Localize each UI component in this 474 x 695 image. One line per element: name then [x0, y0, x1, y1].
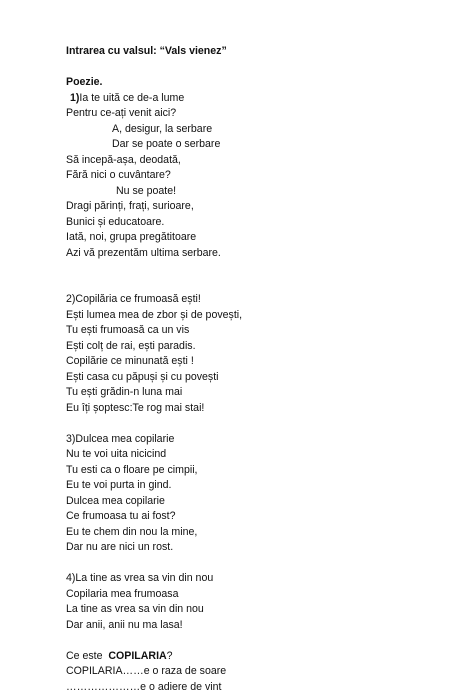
closing-question: [66, 649, 446, 665]
stanza-3-line-3: Tu esti ca o floare pe cimpii,: [66, 463, 446, 479]
spacer: [66, 416, 446, 432]
spacer: [66, 556, 446, 572]
stanza-3-line-6: Ce frumoasa tu ai fost?: [66, 509, 446, 525]
closing-question-word: COPILARIA: [108, 650, 166, 662]
closing-question-suffix: ?: [167, 650, 173, 662]
spacer: [66, 60, 446, 76]
stanza-3-line-2: Nu te voi uita nicicind: [66, 447, 446, 463]
stanza-1-line-1: [66, 91, 446, 107]
stanza-2-line-3: Tu ești frumoasă ca un vis: [66, 323, 446, 339]
stanza-2-line-1: 2)Copilăria ce frumoasă ești!: [66, 292, 446, 308]
closing-line-1: COPILARIA……e o raza de soare: [66, 664, 446, 680]
document-title: Intrarea cu valsul: “Vals vienez”: [66, 44, 446, 60]
spacer: [66, 261, 446, 292]
stanza-1-line-10: Iată, noi, grupa pregătitoare: [66, 230, 446, 246]
stanza-2-line-4: Ești colț de rai, ești paradis.: [66, 339, 446, 355]
stanza-1-line-4: Dar se poate o serbare: [66, 137, 446, 153]
stanza-2-line-8: Eu îți șoptesc:Te rog mai stai!: [66, 401, 446, 417]
stanza-1-number: 1): [70, 92, 79, 104]
stanza-3-line-1: 3)Dulcea mea copilarie: [66, 432, 446, 448]
stanza-1-line-7: Nu se poate!: [66, 184, 446, 200]
stanza-3-line-4: Eu te voi purta in gind.: [66, 478, 446, 494]
section-heading: Poezie.: [66, 75, 446, 91]
stanza-4-line-3: La tine as vrea sa vin din nou: [66, 602, 446, 618]
stanza-4-line-1: 4)La tine as vrea sa vin din nou: [66, 571, 446, 587]
stanza-1-line-11: Azi vă prezentăm ultima serbare.: [66, 246, 446, 262]
spacer: [66, 633, 446, 649]
closing-line-2: …………………e o adiere de vint: [66, 680, 446, 695]
stanza-2-line-7: Tu ești grădin-n luna mai: [66, 385, 446, 401]
stanza-1-line-1-text: Ia te uită ce de-a lume: [79, 92, 184, 104]
stanza-4-line-4: Dar anii, anii nu ma lasa!: [66, 618, 446, 634]
document-body: [66, 44, 446, 695]
stanza-1-line-9: Bunici și educatoare.: [66, 215, 446, 231]
stanza-1-line-2: Pentru ce-ați venit aici?: [66, 106, 446, 122]
stanza-2-line-2: Ești lumea mea de zbor și de povești,: [66, 308, 446, 324]
stanza-1-line-3: A, desigur, la serbare: [66, 122, 446, 138]
stanza-2-line-6: Ești casa cu păpuși și cu povești: [66, 370, 446, 386]
stanza-3-line-7: Eu te chem din nou la mine,: [66, 525, 446, 541]
stanza-1-line-8: Dragi părinți, frați, surioare,: [66, 199, 446, 215]
stanza-2-line-5: Copilărie ce minunată ești !: [66, 354, 446, 370]
stanza-1-line-6: Fără nici o cuvântare?: [66, 168, 446, 184]
stanza-3-line-8: Dar nu are nici un rost.: [66, 540, 446, 556]
stanza-3-line-5: Dulcea mea copilarie: [66, 494, 446, 510]
stanza-1-line-5: Să incepă-așa, deodată,: [66, 153, 446, 169]
closing-question-prefix: Ce este: [66, 650, 108, 662]
stanza-4-line-2: Copilaria mea frumoasa: [66, 587, 446, 603]
